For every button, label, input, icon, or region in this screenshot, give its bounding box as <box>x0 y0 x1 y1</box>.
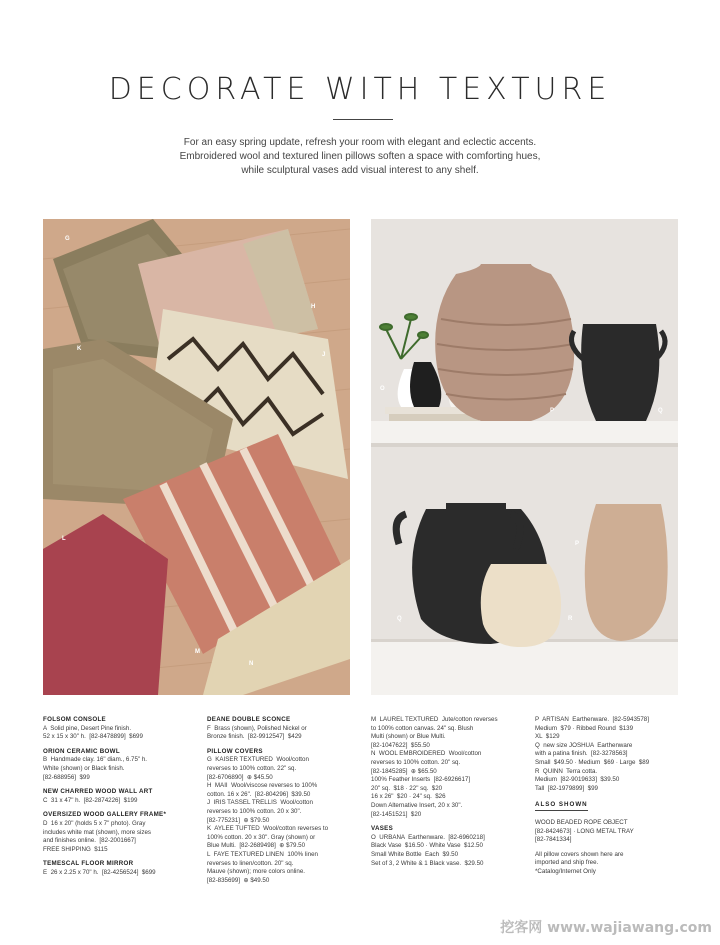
product-line: K AYLEE TUFTED Wool/cotton reverses to <box>207 825 329 833</box>
product-line: Multi (shown) or Blue Multi. <box>371 733 446 741</box>
product-heading: NEW CHARRED WOOD WALL ART <box>43 788 153 796</box>
product-line: reverses to linen/cotton. 20" sq. <box>207 859 294 867</box>
product-line: Blue Multi. [82-2689498] ⊕ $79.50 <box>207 842 306 850</box>
product-line: E 26 x 2.25 x 70" h. [82-4256524] $699 <box>43 868 156 876</box>
product-heading: PILLOW COVERS <box>207 747 263 755</box>
marker-n: N <box>249 661 254 667</box>
product-line: XL $129 <box>535 733 560 741</box>
product-line: White (shown) or Black finish. <box>43 764 125 772</box>
product-entry <box>535 716 680 793</box>
page-title: DECORATE WITH TEXTURE <box>108 72 612 107</box>
also-shown-section <box>535 801 680 876</box>
product-line: with a patina finish. [82-3278563] <box>535 750 628 758</box>
product-line: reverses to 100% cotton. 20" sq. <box>371 758 461 766</box>
product-line: N WOOL EMBROIDERED Wool/cotton <box>371 750 482 758</box>
product-entry <box>43 860 193 877</box>
product-line: [82-6706890] ⊕ $45.50 <box>207 773 273 781</box>
marker-q: Q <box>658 408 663 414</box>
pillows-illustration <box>43 219 350 695</box>
also-shown-heading: ALSO SHOWN <box>535 801 588 811</box>
also-shown-line: WOOD BEADED ROPE OBJECT <box>535 818 628 826</box>
product-line: A Solid pine, Desert Pine finish. <box>43 724 132 732</box>
intro-text <box>120 136 600 178</box>
product-line: 52 x 15 x 30" h. [82-8478899] $699 <box>43 733 143 741</box>
vases-illustration <box>371 219 678 695</box>
product-line: reverses to 100% cotton. 22" sq. <box>207 764 297 772</box>
product-line: [82-1451521] $20 <box>371 810 422 818</box>
intro-line: For an easy spring update, refresh your room with elegant and eclectic accents. <box>183 137 537 148</box>
product-line: and finishes online. [82-2001667] <box>43 837 136 845</box>
marker-m: M <box>195 649 200 655</box>
product-line: P ARTISAN Earthenware. [82-5943578] <box>535 716 649 723</box>
product-line: J IRIS TASSEL TRELLIS Wool/cotton <box>207 799 313 807</box>
product-line: includes white mat (shown), more sizes <box>43 828 151 836</box>
product-line: M LAUREL TEXTURED Jute/cotton reverses <box>371 716 498 723</box>
product-line: [82-835699] ⊕ $49.50 <box>207 876 270 884</box>
intro-line: Embroidered wool and textured linen pillows soften a space with comforting hues, <box>179 151 541 162</box>
also-shown-line: [82-8424673] · LONG METAL TRAY <box>535 827 634 835</box>
product-line: 20" sq. $18 · 22" sq. $20 <box>371 784 443 792</box>
product-line: [82-1845285] ⊕ $65.50 <box>371 767 437 775</box>
product-column-1 <box>43 716 193 884</box>
product-entry <box>43 811 193 854</box>
marker-r: R <box>568 616 573 622</box>
intro-line: while sculptural vases add visual interest to any shelf. <box>241 165 479 176</box>
product-entry <box>207 748 352 886</box>
marker-h: H <box>311 304 316 310</box>
product-line: Mauve (shown); more colors online. <box>207 868 306 876</box>
product-line: Medium $79 · Ribbed Round $139 <box>535 724 634 732</box>
product-entry <box>371 825 521 868</box>
product-line: Medium [82-9019633] $39.50 <box>535 776 620 784</box>
product-line: C 31 x 47" h. [82-2874226] $199 <box>43 796 138 804</box>
product-line: Bronze finish. [82-9912547] $429 <box>207 733 302 741</box>
marker-l: L <box>62 536 66 542</box>
marker-k: K <box>77 346 82 352</box>
product-heading: ORION CERAMIC BOWL <box>43 747 120 755</box>
product-column-4 <box>535 716 680 877</box>
product-line: L FAYE TEXTURED LINEN 100% linen <box>207 850 318 858</box>
title-rule <box>333 119 393 120</box>
product-line: 100% cotton. 20 x 30". Gray (shown) or <box>207 833 316 841</box>
site-watermark: 挖客网 www.wajiawang.com <box>500 920 712 936</box>
note-line: All pillow covers shown here are <box>535 850 624 858</box>
product-line: Down Alternative Insert, 20 x 30". <box>371 801 463 809</box>
product-line: 100% Feather Inserts [82-6926617] <box>371 776 471 784</box>
product-heading: TEMESCAL FLOOR MIRROR <box>43 860 134 868</box>
product-line: D 16 x 20" (holds 5 x 7" photo). Gray <box>43 819 146 827</box>
product-line: Set of 3, 2 White & 1 Black vase. $29.50 <box>371 859 484 867</box>
product-heading: DEANE DOUBLE SCONCE <box>207 716 291 723</box>
product-entry <box>207 716 352 742</box>
product-line: to 100% cotton canvas. 24" sq. Blush <box>371 724 474 732</box>
product-line: 16 x 26" $20 · 24" sq. $26 <box>371 793 446 801</box>
product-entry <box>43 748 193 782</box>
product-line: H MAII Wool/viscose reverses to 100% <box>207 782 318 790</box>
product-heading: OVERSIZED WOOD GALLERY FRAME* <box>43 811 167 819</box>
marker-g: G <box>65 236 70 242</box>
product-column-3 <box>371 716 521 874</box>
product-line: Small $49.50 · Medium $69 · Large $89 <box>535 758 650 766</box>
marker-p: P <box>550 408 555 414</box>
product-heading: FOLSOM CONSOLE <box>43 716 106 723</box>
product-line: cotton. 16 x 26". [82-804296] $39.50 <box>207 790 311 798</box>
marker-p-lower: P <box>575 541 580 547</box>
product-heading: VASES <box>371 825 394 833</box>
product-line: FREE SHIPPING $115 <box>43 845 108 853</box>
product-line: [82-688956] $99 <box>43 773 90 781</box>
product-line: Black Vase $16.50 · White Vase $12.50 <box>371 842 483 850</box>
marker-q-lower: Q <box>397 616 402 622</box>
product-line: [82-775231] ⊕ $79.50 <box>207 816 270 824</box>
marker-o: O <box>380 386 385 392</box>
product-entry <box>43 788 193 805</box>
product-column-2 <box>207 716 352 891</box>
product-line: [82-1047622] $55.50 <box>371 741 430 749</box>
product-entry <box>43 716 193 742</box>
product-line: F Brass (shown), Polished Nickel or <box>207 724 307 732</box>
product-line: Q new size JOSHUA Earthenware <box>535 741 633 749</box>
product-entry <box>371 716 521 819</box>
product-line: Small White Bottle Each $9.50 <box>371 850 459 858</box>
product-line: O URBANA Earthenware. [82-6960218] <box>371 833 485 841</box>
marker-j: J <box>322 352 326 358</box>
product-line: R QUINN Terra cotta. <box>535 767 598 775</box>
also-shown-line: [82-7841334] <box>535 836 572 844</box>
product-line: Tall [82-1979899] $99 <box>535 784 598 792</box>
product-line: G KAISER TEXTURED Wool/cotton <box>207 756 309 764</box>
pillows-photo <box>43 219 350 695</box>
note-line: *Catalog/Internet Only <box>535 867 596 875</box>
note-line: imported and ship free. <box>535 859 599 867</box>
product-line: reverses to 100% cotton. 20 x 30". <box>207 807 302 815</box>
vases-photo <box>371 219 678 695</box>
shipping-note <box>535 851 680 877</box>
product-line: B Handmade clay. 16" diam., 6.75" h. <box>43 756 148 764</box>
